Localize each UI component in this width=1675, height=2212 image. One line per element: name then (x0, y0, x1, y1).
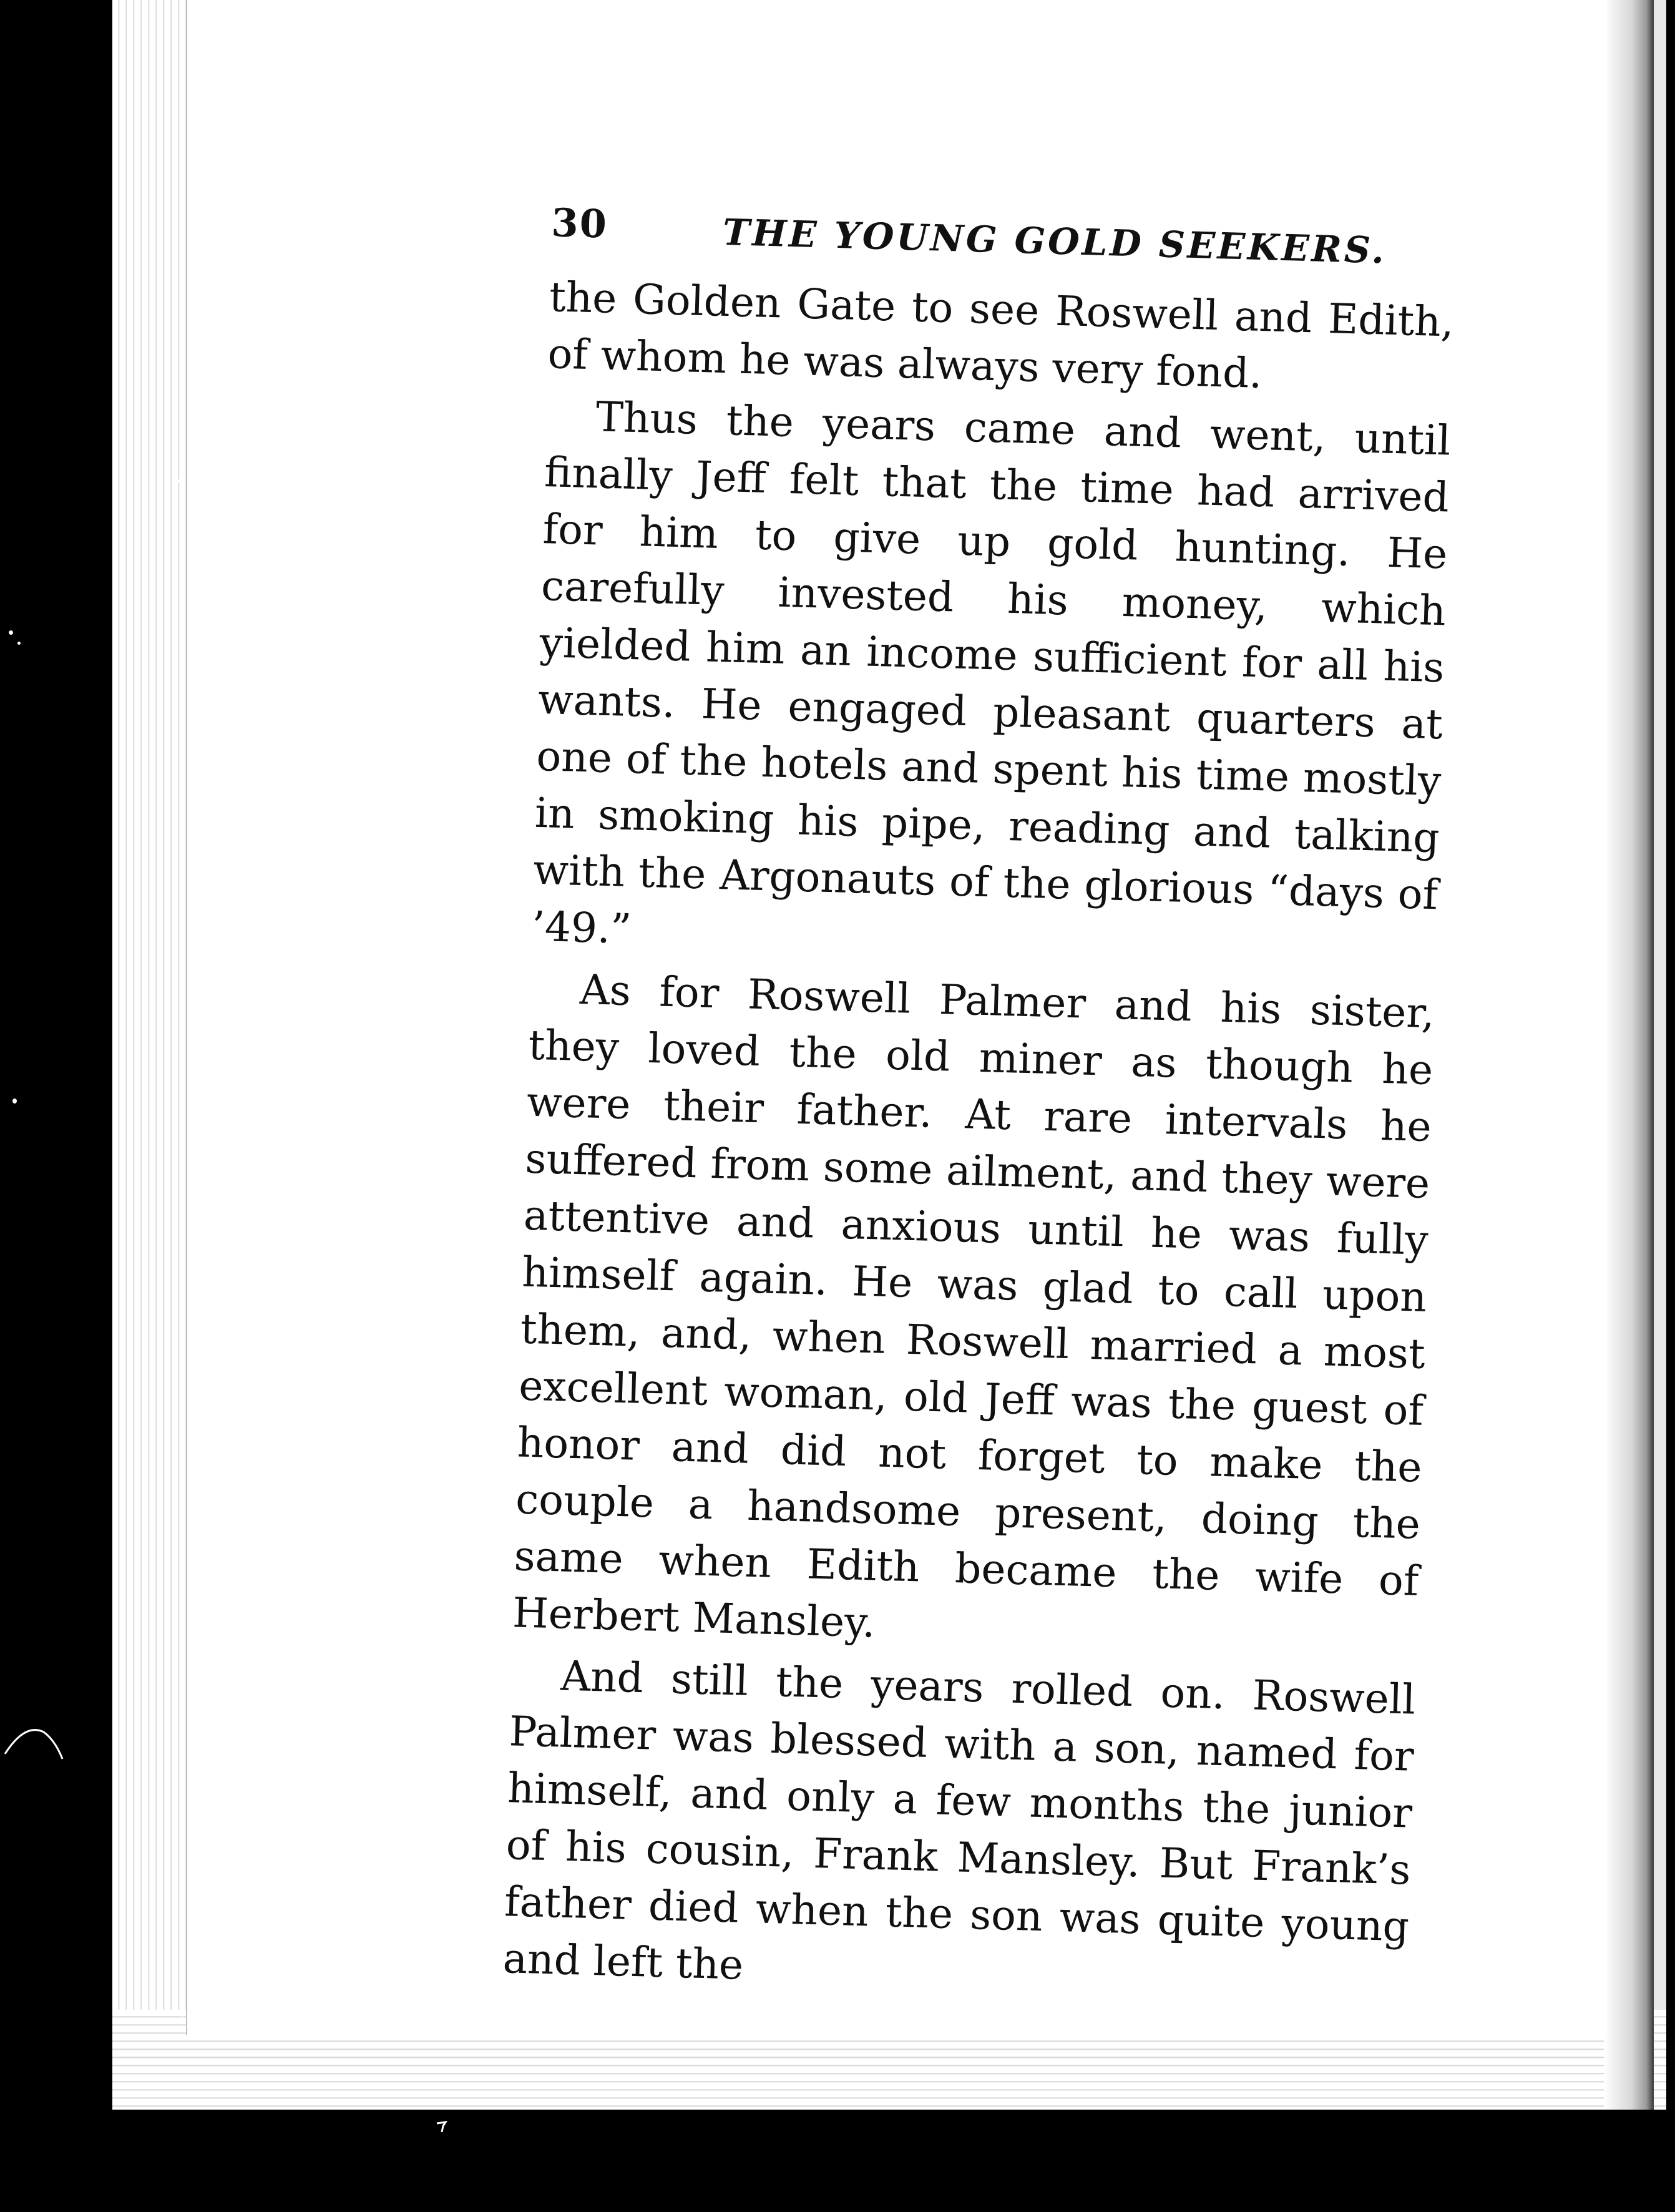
pencil-mark (434, 2120, 453, 2135)
scan-speck (17, 642, 21, 645)
margin-curve-mark (0, 1710, 69, 1766)
paragraph: Thus the years came and went, until finally Jeff felt that the time had arrived for him to give up gold hunting. He carefully invested his money, which yielded him an income sufficient for all his wants. He engaged pleasant quarters at one of the hotels and spent his time mostly in smoking his pipe, reading and talking with the Argonauts of the glorious “days of ’49.” (530, 393, 1452, 954)
scan-speck (181, 2014, 184, 2017)
page-number: 30 (550, 200, 608, 247)
paragraph-continuation: the Golden Gate to see Roswell and Edith, of whom he was always very fond. (547, 273, 1455, 398)
page-text-block (275, 187, 1498, 2013)
page-edges-right (1604, 0, 1654, 2110)
scan-speck (177, 479, 181, 483)
running-title: THE YOUNG GOLD SEEKERS. (722, 210, 1387, 272)
paragraph: As for Roswell Palmer and his sister, they loved the old miner as though he were their father. At rare intervals he suffered from some ailment, and they were attentive and anxious until he was fully himself again. He was glad to call upon them, and, when Roswell married a most excellent woman, old Jeff was the guest of honor and did not forget to make the couple a handsome present, doing the same when Edith became the wife of Herbert Mansley. (512, 965, 1435, 1647)
body-text (502, 268, 1455, 2012)
paragraph: And still the years rolled on. Roswell Palmer was blessed with a son, named for himself, and only a few months the junior of his cousin, Frank Mansley. But Frank’s father died when the son was quite young and left the (502, 1652, 1417, 1989)
scan-speck (9, 630, 13, 635)
scan-speck (12, 1099, 17, 1104)
